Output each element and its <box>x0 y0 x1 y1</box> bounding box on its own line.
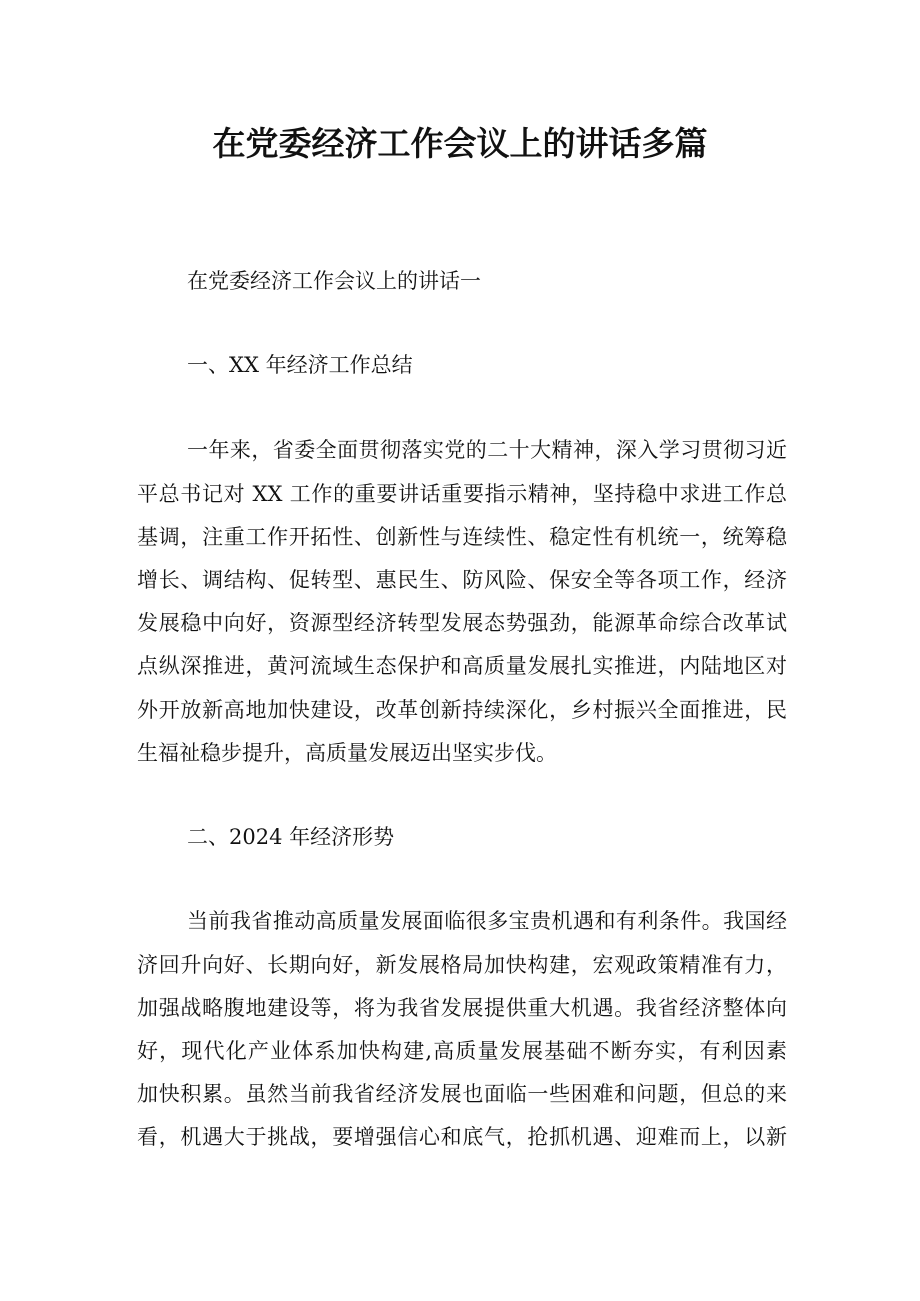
section2-line: 看，机遇大于挑战，要增强信心和底气，抢抓机遇、迎难而上，以新 <box>137 1125 787 1149</box>
section1-line: 生福祉稳步提升，高质量发展迈出坚实步伐。 <box>137 741 557 765</box>
section2-line: 加强战略腹地建设等，将为我省发展提供重大机遇。我省经济整体向 <box>137 996 787 1020</box>
section2-line: 加快积累。虽然当前我省经济发展也面临一些困难和问题，但总的来 <box>137 1082 787 1106</box>
section1-line: 外开放新高地加快建设，改革创新持续深化，乡村振兴全面推进，民 <box>137 698 787 722</box>
section1-line: 平总书记对 XX 工作的重要讲话重要指示精神，坚持稳中求进工作总 <box>137 482 787 506</box>
speech-heading: 在党委经济工作会议上的讲话一 <box>187 269 481 293</box>
section2-line: 好，现代化产业体系加快构建,高质量发展基础不断夯实，有利因素 <box>137 1039 787 1063</box>
section1-line: 一年来，省委全面贯彻落实党的二十大精神，深入学习贯彻习近 <box>187 438 787 462</box>
section2-line: 当前我省推动高质量发展面临很多宝贵机遇和有利条件。我国经 <box>187 909 787 933</box>
section1-line: 点纵深推进，黄河流域生态保护和高质量发展扎实推进，内陆地区对 <box>137 654 787 678</box>
section2-line: 济回升向好、长期向好，新发展格局加快构建，宏观政策精准有力， <box>137 953 787 977</box>
section2-heading: 二、2024 年经济形势 <box>187 825 395 849</box>
section1-line: 基调，注重工作开拓性、创新性与连续性、稳定性有机统一，统筹稳 <box>137 525 787 549</box>
document-title: 在党委经济工作会议上的讲话多篇 <box>212 124 708 163</box>
section1-line: 增长、调结构、促转型、惠民生、防风险、保安全等各项工作，经济 <box>137 568 787 592</box>
section1-line: 发展稳中向好，资源型经济转型发展态势强劲，能源革命综合改革试 <box>137 611 787 635</box>
section1-heading: 一、XX 年经济工作总结 <box>187 353 413 377</box>
